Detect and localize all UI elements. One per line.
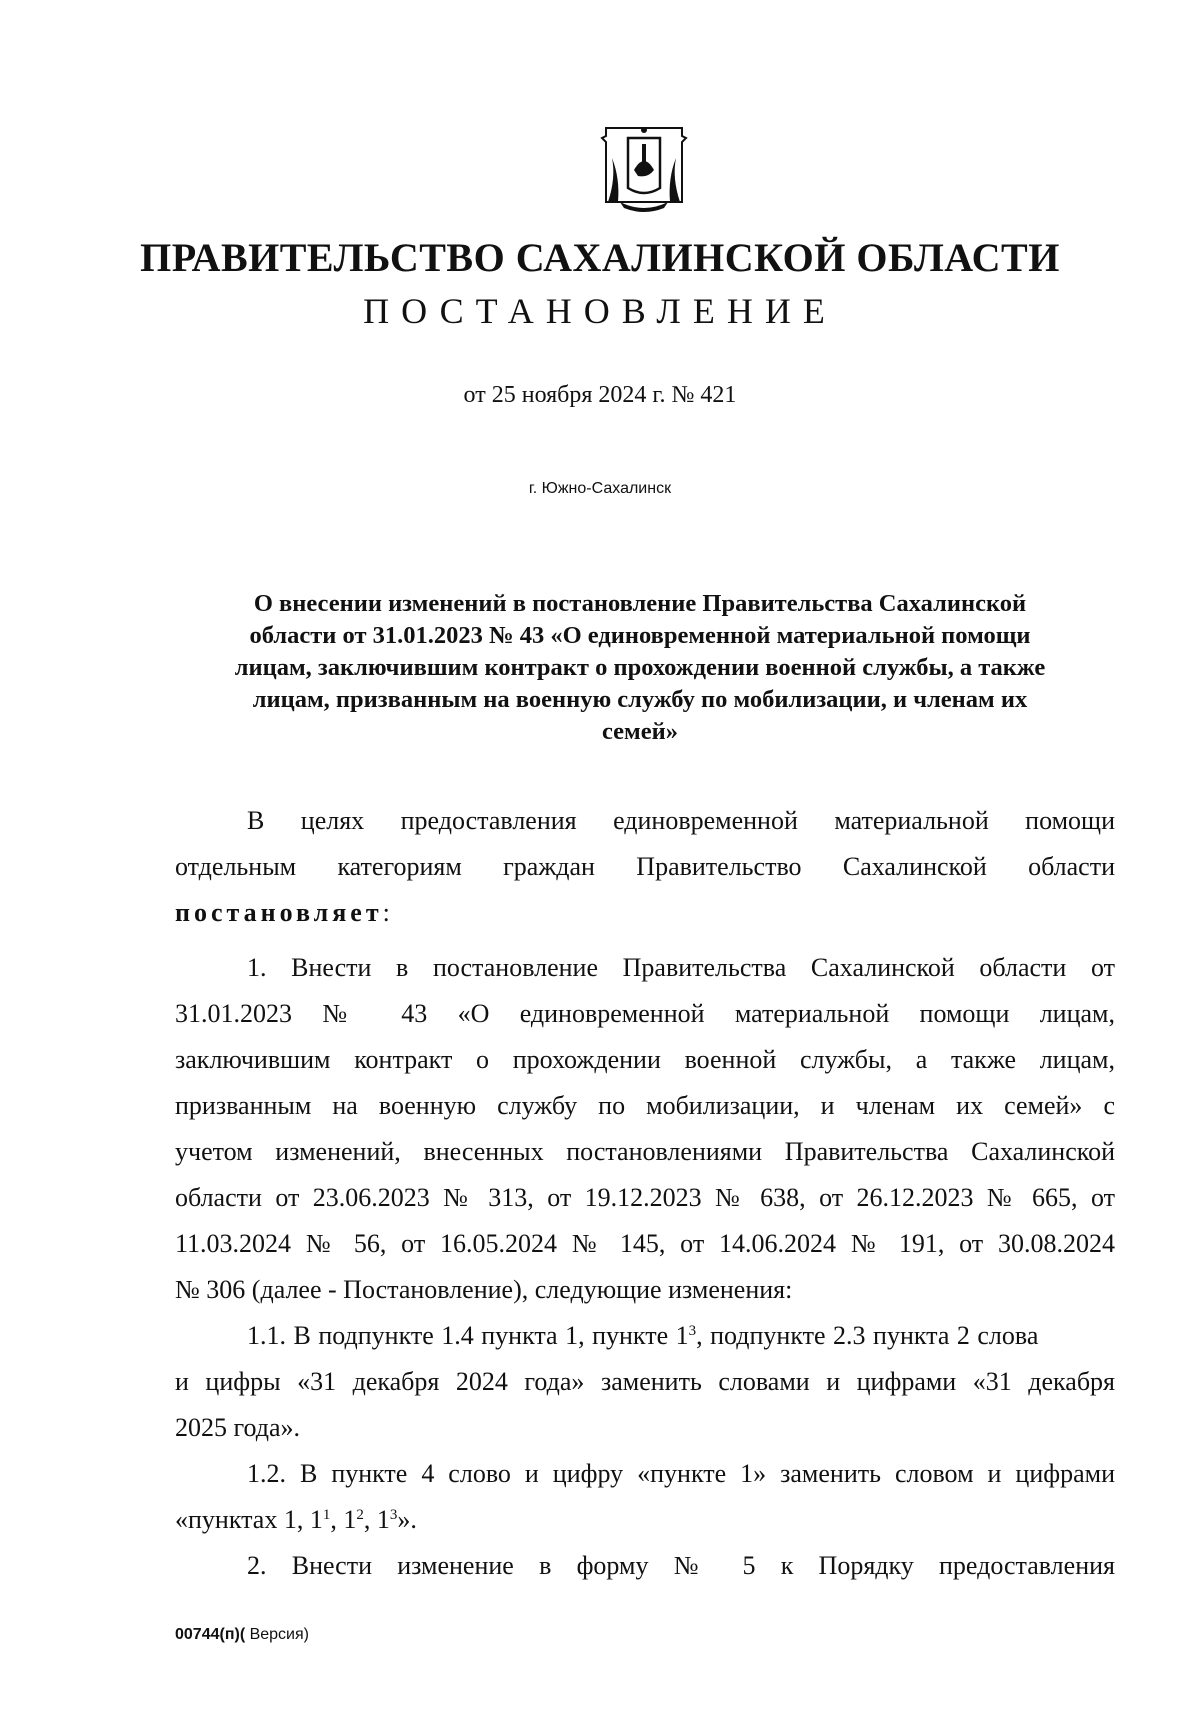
text-span: «пунктах 1, 1 [175, 1505, 323, 1534]
body-line [247, 1318, 1115, 1354]
footer-version: Версия) [245, 1626, 309, 1643]
body-line: В целях предоставления единовременной материальной помощи [247, 806, 1115, 835]
body-line: 1.2. В пункте 4 слово и цифру «пункте 1» заменить словом и цифрами [247, 1459, 1115, 1488]
text-span: ». [397, 1505, 417, 1534]
superscript: 1 [322, 1507, 331, 1523]
body-line: области от 23.06.2023 № 313, от 19.12.2023 № 638, от 26.12.2023 № 665, от [175, 1183, 1115, 1212]
body-line: призванным на военную службу по мобилизации, и членам их семей» с [175, 1091, 1115, 1120]
body-line: отдельным категориям граждан Правительство Сахалинской области [175, 852, 1115, 881]
text-span: 1.1. В подпункте 1.4 пункта 1, пункте 1 [247, 1321, 689, 1350]
body-line: учетом изменений, внесенных постановлениями Правительства Сахалинской [175, 1137, 1115, 1166]
document-city: г. Южно-Сахалинск [528, 480, 672, 497]
superscript: 3 [688, 1323, 697, 1339]
body-line: № 306 (далее - Постановление), следующие изменения: [175, 1275, 793, 1304]
coat-of-arms-icon [598, 118, 690, 218]
superscript: 3 [389, 1507, 398, 1523]
government-title: ПРАВИТЕЛЬСТВО САХАЛИНСКОЙ ОБЛАСТИ [140, 235, 1060, 280]
footer-code: 00744(п)( [175, 1626, 246, 1643]
document-date-number: от 25 ноября 2024 г. № 421 [463, 382, 737, 408]
text-span: , 1 [330, 1505, 357, 1534]
document-subject [170, 588, 1110, 748]
body-line: 11.03.2024 № 56, от 16.05.2024 № 145, от 14.06.2024 № 191, от 30.08.2024 [175, 1229, 1115, 1258]
body-line: и цифры «31 декабря 2024 года» заменить словами и цифрами «31 декабря [175, 1367, 1115, 1396]
subject-line: О внесении изменений в постановление Правительства Сахалинской [253, 590, 1027, 617]
body-line: заключившим контракт о прохождении военной службы, а также лицам, [175, 1045, 1115, 1074]
subject-line: области от 31.01.2023 № 43 «О единовременной материальной помощи [249, 622, 1031, 649]
body-line: 2025 года». [175, 1413, 301, 1442]
decree-line [175, 895, 1115, 931]
body-line: 1. Внести в постановление Правительства Сахалинской области от [247, 953, 1115, 982]
document-footer-code [175, 1626, 309, 1644]
subject-line: лицам, призванным на военную службу по мобилизации, и членам их [252, 686, 1028, 713]
subject-line: семей» [602, 718, 678, 745]
subject-line: лицам, заключившим контракт о прохождении военной службы, а также [234, 654, 1046, 681]
decree-word: постановляет [175, 898, 383, 927]
body-line [175, 1502, 1115, 1538]
text-span: , 1 [363, 1505, 390, 1534]
body-line: 2. Внести изменение в форму № 5 к Порядку предоставления [247, 1551, 1115, 1580]
body-line: 31.01.2023 № 43 «О единовременной материальной помощи лицам, [175, 999, 1115, 1028]
document-type: ПОСТАНОВЛЕНИЕ [363, 291, 837, 331]
superscript: 2 [356, 1507, 364, 1523]
decree-colon: : [382, 898, 390, 927]
text-span: , подпункте 2.3 пункта 2 слова [696, 1321, 1039, 1350]
